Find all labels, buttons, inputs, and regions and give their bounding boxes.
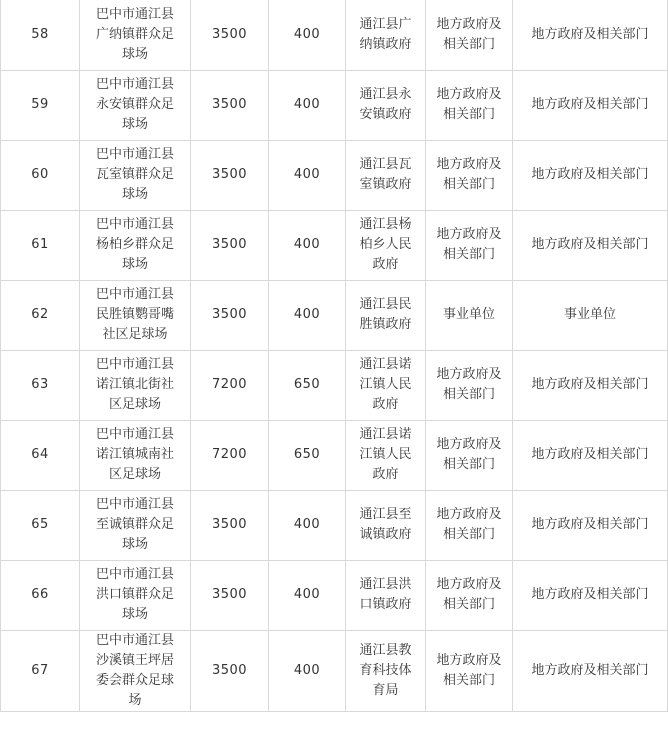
operator-unit: 地方政府及相关部门 <box>513 630 668 711</box>
stadium-name: 巴中市通江县广纳镇群众足球场 <box>80 0 191 70</box>
table-row <box>1 0 668 70</box>
capacity-value: 650 <box>269 420 346 490</box>
manager-unit: 地方政府及相关部门 <box>426 140 513 210</box>
capacity-value: 400 <box>269 560 346 630</box>
row-number: 65 <box>1 490 80 560</box>
owner-unit: 通江县永安镇政府 <box>346 70 426 140</box>
owner-unit: 通江县诺江镇人民政府 <box>346 420 426 490</box>
operator-unit: 事业单位 <box>513 280 668 350</box>
capacity-value: 400 <box>269 210 346 280</box>
area-value: 3500 <box>191 70 269 140</box>
area-value: 3500 <box>191 490 269 560</box>
owner-unit: 通江县洪口镇政府 <box>346 560 426 630</box>
manager-unit: 地方政府及相关部门 <box>426 350 513 420</box>
operator-unit: 地方政府及相关部门 <box>513 350 668 420</box>
table-row <box>1 210 668 280</box>
row-number: 61 <box>1 210 80 280</box>
area-value: 3500 <box>191 0 269 70</box>
manager-unit: 地方政府及相关部门 <box>426 0 513 70</box>
table-row <box>1 490 668 560</box>
capacity-value: 400 <box>269 630 346 711</box>
stadium-name: 巴中市通江县诺江镇北街社区足球场 <box>80 350 191 420</box>
operator-unit: 地方政府及相关部门 <box>513 210 668 280</box>
capacity-value: 400 <box>269 490 346 560</box>
capacity-value: 400 <box>269 0 346 70</box>
stadium-name: 巴中市通江县至诚镇群众足球场 <box>80 490 191 560</box>
table-row <box>1 630 668 711</box>
stadium-name: 巴中市通江县沙溪镇王坪居委会群众足球场 <box>80 630 191 711</box>
manager-unit: 地方政府及相关部门 <box>426 210 513 280</box>
row-number: 58 <box>1 0 80 70</box>
manager-unit: 地方政府及相关部门 <box>426 630 513 711</box>
table-row <box>1 70 668 140</box>
operator-unit: 地方政府及相关部门 <box>513 70 668 140</box>
row-number: 62 <box>1 280 80 350</box>
capacity-value: 400 <box>269 280 346 350</box>
table-row <box>1 560 668 630</box>
row-number: 59 <box>1 70 80 140</box>
operator-unit: 地方政府及相关部门 <box>513 140 668 210</box>
owner-unit: 通江县教育科技体育局 <box>346 630 426 711</box>
manager-unit: 地方政府及相关部门 <box>426 420 513 490</box>
table-row <box>1 420 668 490</box>
stadium-name: 巴中市通江县诺江镇城南社区足球场 <box>80 420 191 490</box>
owner-unit: 通江县瓦室镇政府 <box>346 140 426 210</box>
row-number: 60 <box>1 140 80 210</box>
operator-unit: 地方政府及相关部门 <box>513 490 668 560</box>
owner-unit: 通江县广纳镇政府 <box>346 0 426 70</box>
operator-unit: 地方政府及相关部门 <box>513 560 668 630</box>
manager-unit: 地方政府及相关部门 <box>426 490 513 560</box>
table-row <box>1 140 668 210</box>
table-row <box>1 350 668 420</box>
area-value: 3500 <box>191 630 269 711</box>
area-value: 3500 <box>191 280 269 350</box>
capacity-value: 400 <box>269 140 346 210</box>
area-value: 3500 <box>191 210 269 280</box>
manager-unit: 事业单位 <box>426 280 513 350</box>
row-number: 63 <box>1 350 80 420</box>
area-value: 3500 <box>191 560 269 630</box>
manager-unit: 地方政府及相关部门 <box>426 70 513 140</box>
table-body <box>1 0 668 711</box>
owner-unit: 通江县民胜镇政府 <box>346 280 426 350</box>
operator-unit: 地方政府及相关部门 <box>513 0 668 70</box>
stadium-name: 巴中市通江县杨柏乡群众足球场 <box>80 210 191 280</box>
owner-unit: 通江县至诚镇政府 <box>346 490 426 560</box>
row-number: 66 <box>1 560 80 630</box>
operator-unit: 地方政府及相关部门 <box>513 420 668 490</box>
row-number: 64 <box>1 420 80 490</box>
table-row <box>1 280 668 350</box>
area-value: 7200 <box>191 350 269 420</box>
stadium-name: 巴中市通江县瓦室镇群众足球场 <box>80 140 191 210</box>
owner-unit: 通江县杨柏乡人民政府 <box>346 210 426 280</box>
area-value: 7200 <box>191 420 269 490</box>
owner-unit: 通江县诺江镇人民政府 <box>346 350 426 420</box>
area-value: 3500 <box>191 140 269 210</box>
stadium-name: 巴中市通江县洪口镇群众足球场 <box>80 560 191 630</box>
stadium-name: 巴中市通江县民胜镇鹦哥嘴社区足球场 <box>80 280 191 350</box>
stadium-name: 巴中市通江县永安镇群众足球场 <box>80 70 191 140</box>
capacity-value: 400 <box>269 70 346 140</box>
manager-unit: 地方政府及相关部门 <box>426 560 513 630</box>
capacity-value: 650 <box>269 350 346 420</box>
row-number: 67 <box>1 630 80 711</box>
